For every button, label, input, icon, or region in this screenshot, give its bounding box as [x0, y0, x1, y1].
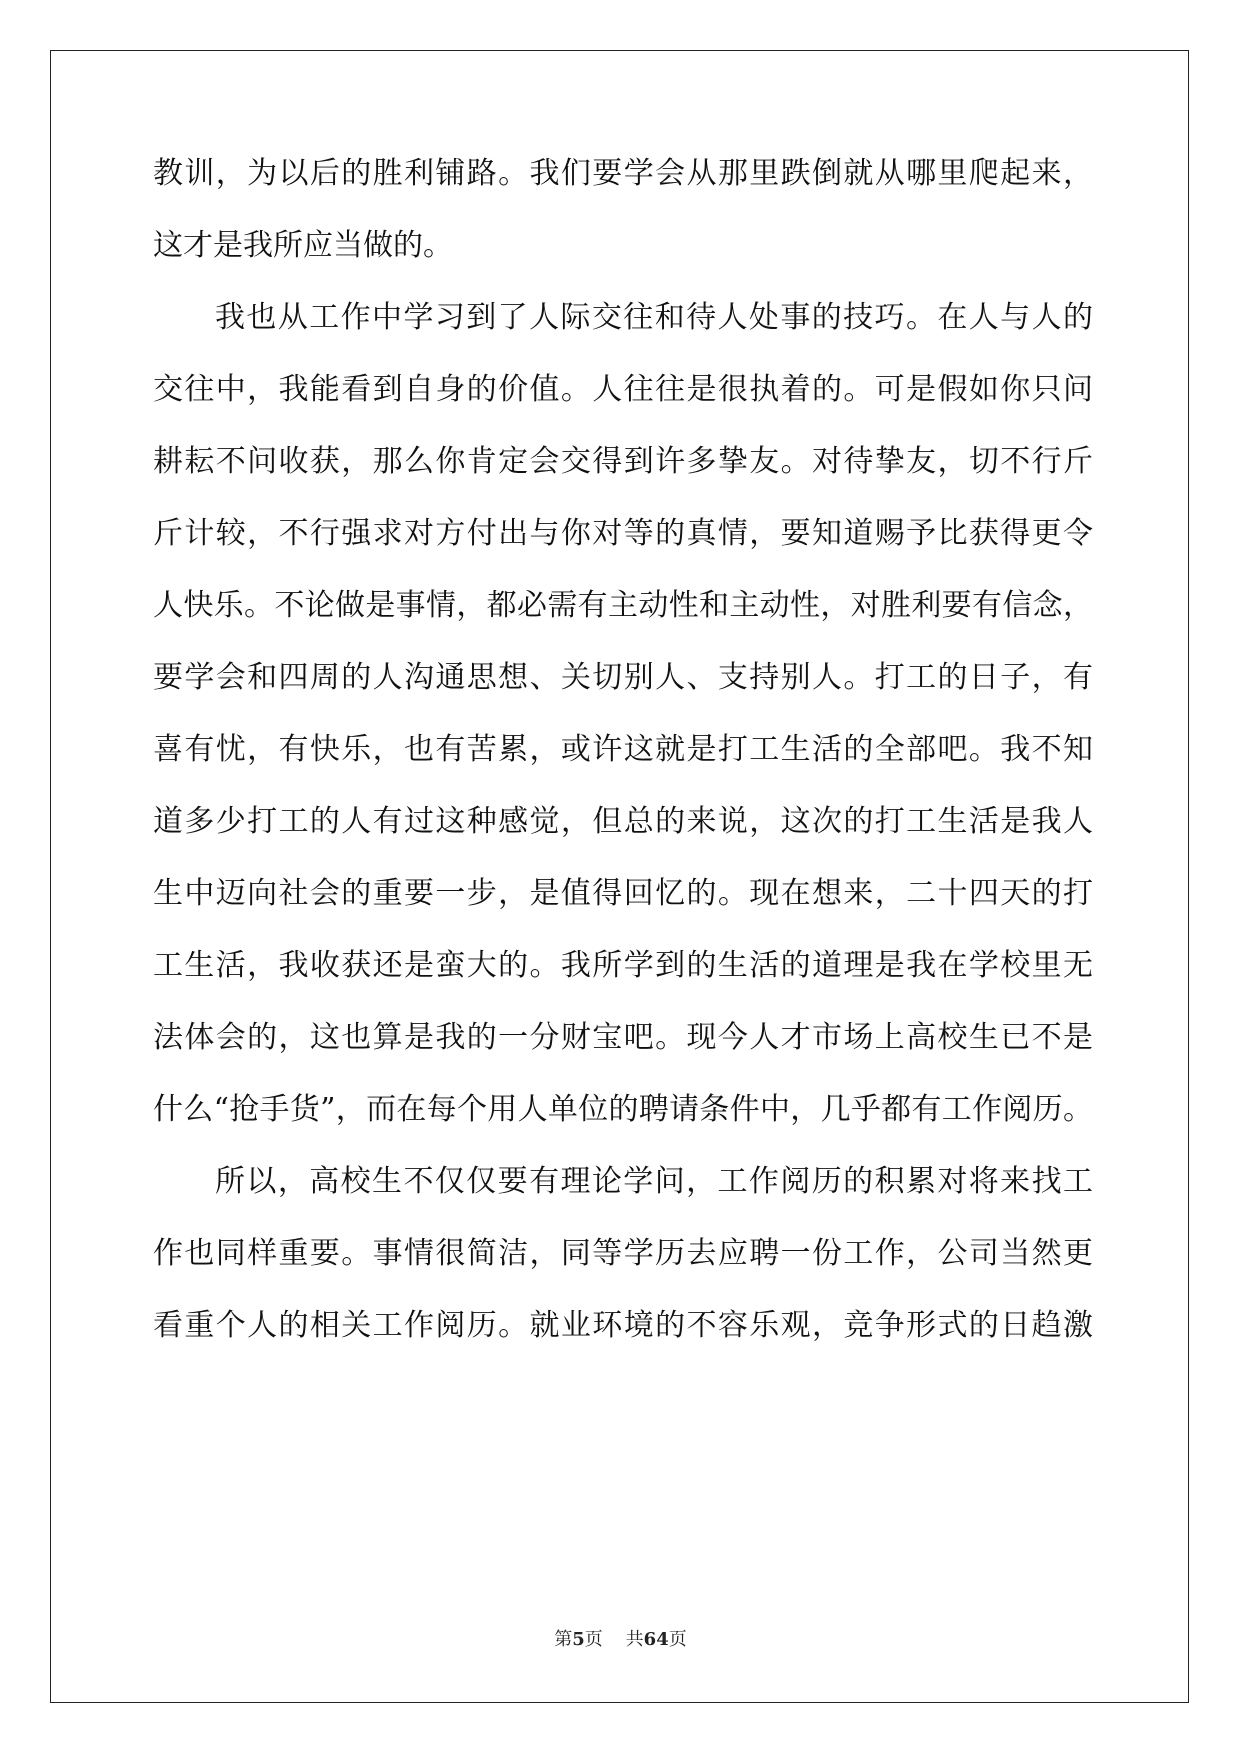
text-line-6: 斤计较，不行强求对方付出与你对等的真情，要知道赐予比获得更令 [153, 516, 1093, 551]
text-line-8: 要学会和四周的人沟通思想、关切别人、支持别人。打工的日子，有 [153, 660, 1093, 695]
text-line-3: 我也从工作中学习到了人际交往和待人处事的技巧。在人与人的 [215, 300, 1093, 335]
text-line-9: 喜有忧，有快乐，也有苦累，或许这就是打工生活的全部吧。我不知 [153, 732, 1093, 767]
text-line-12: 工生活，我收获还是蛮大的。我所学到的生活的道理是我在学校里无 [153, 948, 1093, 983]
text-line-1: 教训，为以后的胜利铺路。我们要学会从那里跌倒就从哪里爬起来， [153, 156, 1093, 191]
text-line-15: 所以，高校生不仅仅要有理论学问，工作阅历的积累对将来找工 [215, 1164, 1093, 1199]
text-line-16: 作也同样重要。事情很简洁，同等学历去应聘一份工作，公司当然更 [153, 1236, 1093, 1271]
text-line-17: 看重个人的相关工作阅历。就业环境的不容乐观，竞争形式的日趋激 [153, 1308, 1093, 1343]
page-footer [0, 1629, 1241, 1651]
text-line-4: 交往中，我能看到自身的价值。人往往是很执着的。可是假如你只问 [153, 372, 1093, 407]
text-line-13: 法体会的，这也算是我的一分财宝吧。现今人才市场上高校生已不是 [153, 1020, 1093, 1055]
text-line-14: 什么“抢手货”，而在每个用人单位的聘请条件中，几乎都有工作阅历。 [153, 1092, 1093, 1127]
footer-prefix: 第 [554, 1629, 573, 1650]
footer-total-pages: 64 [643, 1629, 669, 1650]
text-line-2: 这才是我所应当做的。 [153, 228, 453, 263]
text-line-7: 人快乐。不论做是事情，都必需有主动性和主动性，对胜利要有信念， [153, 588, 1093, 623]
footer-mid: 页 共 [584, 1629, 644, 1650]
footer-page-number: 5 [572, 1629, 585, 1650]
text-line-10: 道多少打工的人有过这种感觉，但总的来说，这次的打工生活是我人 [153, 804, 1093, 839]
text-line-5: 耕耘不问收获，那么你肯定会交得到许多挚友。对待挚友，切不行斤 [153, 444, 1093, 479]
footer-suffix: 页 [668, 1629, 687, 1650]
text-line-11: 生中迈向社会的重要一步，是值得回忆的。现在想来，二十四天的打 [153, 876, 1093, 911]
